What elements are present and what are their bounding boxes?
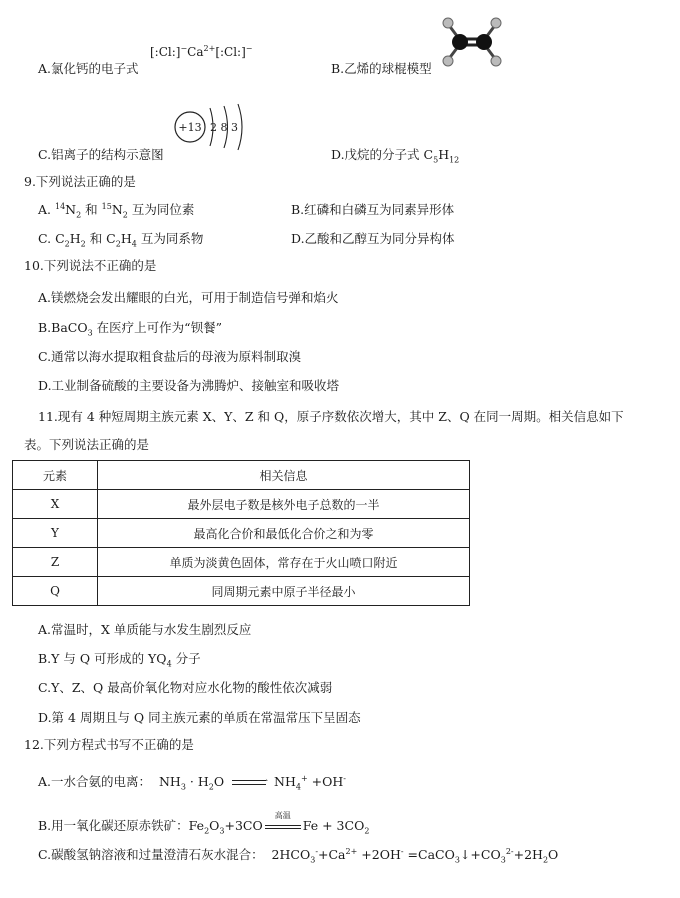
table-row	[13, 548, 470, 577]
table-header-element: 元素	[13, 461, 98, 490]
table-cell-element: Z	[13, 548, 98, 577]
q8-option-a-label: A.氯化钙的电子式	[38, 61, 139, 76]
q10-option-d: D.工业制备硫酸的主要设备为沸腾炉、接触室和吸收塔	[38, 378, 340, 393]
table-header-info: 相关信息	[98, 461, 470, 490]
q11-option-b: B.Y 与 Q 可形成的 $YQ_4$ 分子	[38, 651, 201, 669]
aluminum-shell-electrons: 2 8 3	[210, 121, 238, 134]
q11-option-d: D.第 4 周期且与 Q 同主族元素的单质在常温常压下呈固态	[38, 710, 361, 725]
q8-option-c-label: C.铝离子的结构示意图	[38, 147, 164, 162]
q9-stem: 9.下列说法正确的是	[24, 174, 136, 189]
q12-option-c: C.碳酸氢钠溶液和过量澄清石灰水混合： $2HCO_3^-+Ca^{2+} +2OH^-$ $=CaCO_3↓+CO_3^{2-}+2H_2O$	[38, 846, 559, 865]
table-cell-info: 最外层电子数是核外电子总数的一半	[98, 490, 470, 519]
table-header-row	[13, 461, 470, 490]
q11-option-a: A.常温时，X 单质能与水发生剧烈反应	[38, 622, 252, 637]
q11-stem-line1: 11.现有 4 种短周期主族元素 X、Y、Z 和 Q，原子序数依次增大，其中 Z、Q 在同一周期。相关信息如下	[38, 409, 624, 424]
aluminum-nucleus-label: +13	[178, 121, 202, 134]
q9-option-b: B.红磷和白磷互为同素异形体	[291, 202, 455, 217]
q11-option-c: C.Y、Z、Q 最高价氧化物对应水化物的酸性依次减弱	[38, 680, 333, 695]
table-row	[13, 519, 470, 548]
table-row	[13, 490, 470, 519]
q10-stem: 10.下列说法不正确的是	[24, 258, 157, 273]
q12-option-b: B.用一氧化碳还原赤铁矿：$Fe_2O_3+3CO$ 高温 $Fe + 3CO_2$	[38, 810, 370, 836]
table-row	[13, 577, 470, 606]
q10-option-b: B.BaCO$_3$ 在医疗上可作为“钡餐”	[38, 320, 222, 338]
ethylene-ball-stick-model	[440, 14, 504, 70]
q12-stem: 12.下列方程式书写不正确的是	[24, 737, 194, 752]
q8-option-b-label: B.乙烯的球棍模型	[331, 61, 432, 76]
q10-option-c: C.通常以海水提取粗食盐后的母液为原料制取溴	[38, 349, 302, 364]
q9-option-c: C. $C_2H_2$ 和 $C_2H_4$ 互为同系物	[38, 231, 204, 249]
q10-option-a: A.镁燃烧会发出耀眼的白光，可用于制造信号弹和焰火	[38, 290, 339, 305]
q8-option-d-label: D.戊烷的分子式 $C_5H_{12}$	[331, 147, 460, 165]
q12-option-a: A.一水合氨的电离： $NH_3 \cdot H_2O$ ⇀ $NH_4^+ +OH^-$	[38, 773, 346, 792]
q8-option-a-electron-formula: $[:Cl:]^-Ca^{2+}[:Cl:]^-$	[150, 44, 253, 59]
table-cell-info: 单质为淡黄色固体，常存在于火山喷口附近	[98, 548, 470, 577]
table-cell-info: 同周期元素中原子半径最小	[98, 577, 470, 606]
aluminum-ion-structure-diagram	[172, 100, 258, 154]
table-cell-element: X	[13, 490, 98, 519]
element-info-table	[12, 460, 470, 606]
table-cell-info: 最高化合价和最低化合价之和为零	[98, 519, 470, 548]
table-cell-element: Q	[13, 577, 98, 606]
reversible-arrow-icon: ⇀	[232, 778, 266, 788]
table-cell-element: Y	[13, 519, 98, 548]
q11-stem-line2: 表。下列说法正确的是	[24, 437, 150, 452]
q9-option-d: D.乙酸和乙醇互为同分异构体	[291, 231, 455, 246]
q9-option-a: A. $^{14}N_2$ 和 $^{15}N_2$ 互为同位素	[38, 201, 195, 220]
reaction-condition-equals: 高温	[265, 821, 301, 833]
